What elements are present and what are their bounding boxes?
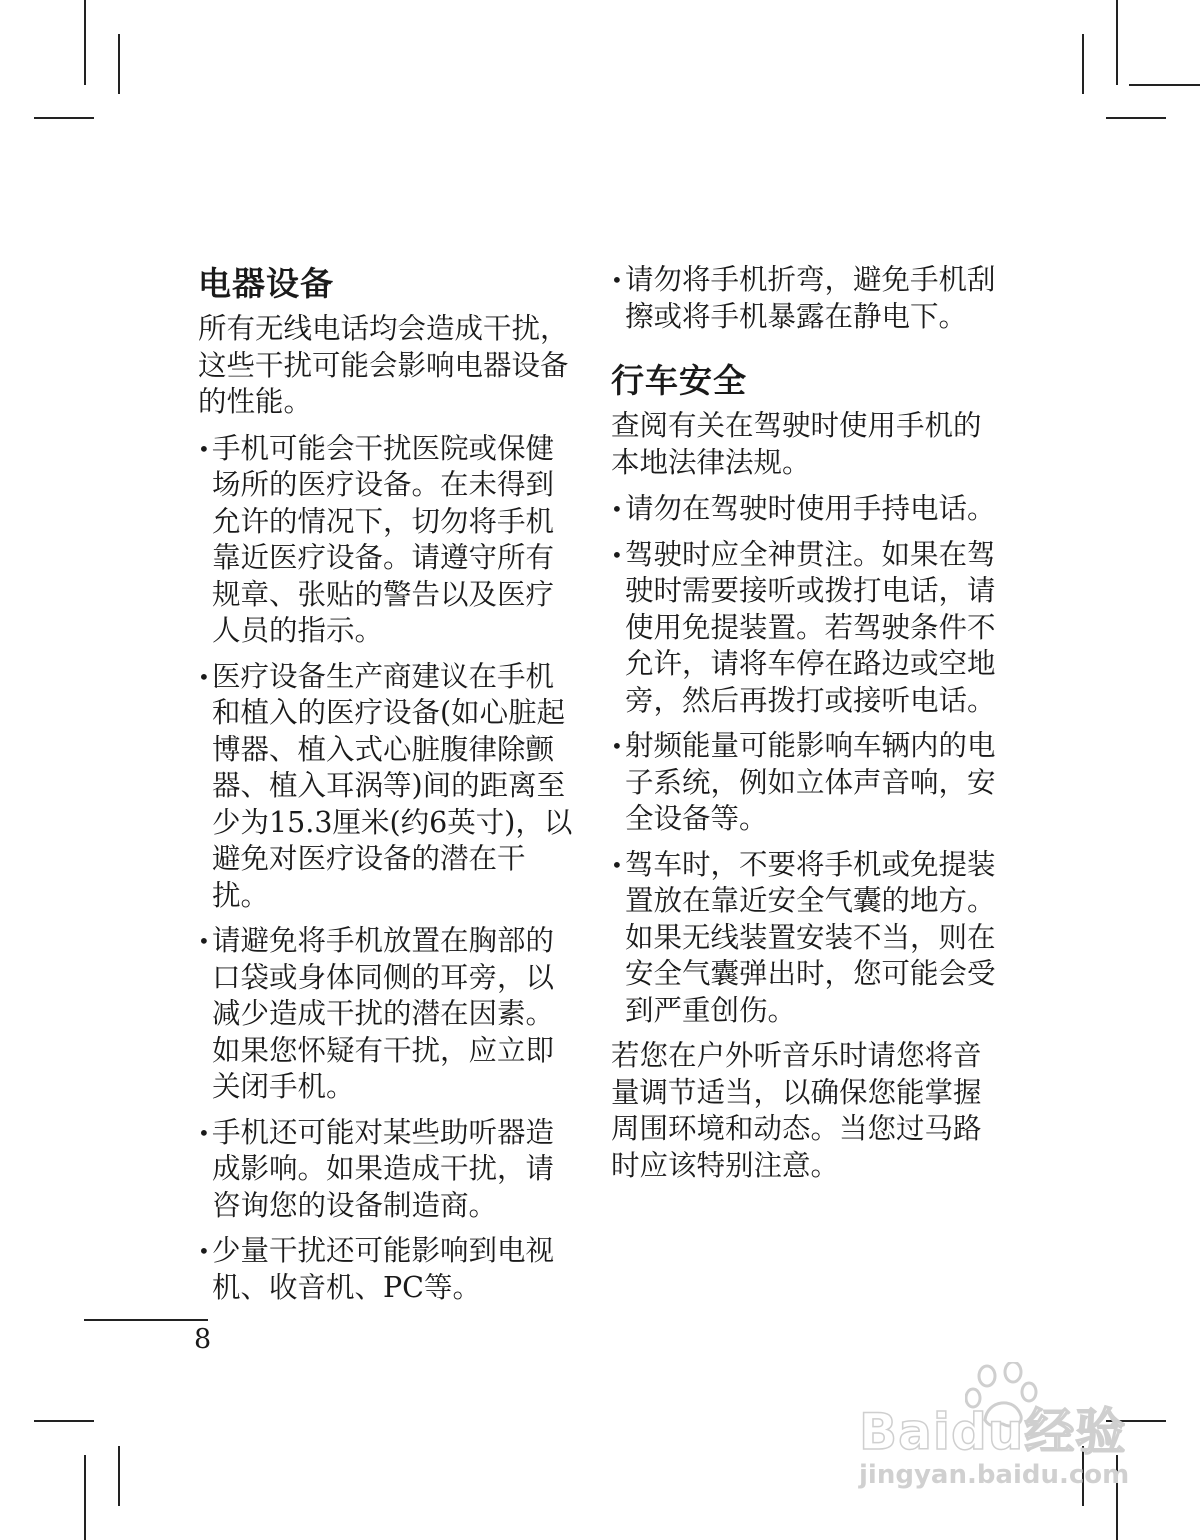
- list-item: [198, 1115, 580, 1225]
- list-item-text: 手机可能会干扰医院或保健场所的医疗设备。在未得到允许的情况下，切勿将手机靠近医疗设备。请遵守所有规章、张贴的警告以及医疗人员的指示。: [212, 431, 555, 647]
- list-item: [611, 728, 1003, 838]
- crop-mark-bottom-left-h: [34, 1420, 94, 1422]
- baidu-watermark: [855, 1362, 1155, 1492]
- page-number: 8: [194, 1324, 212, 1355]
- bullet-icon: •: [198, 1239, 210, 1263]
- list-item: [198, 431, 580, 650]
- bullet-icon: •: [198, 929, 210, 953]
- crop-mark-top-right-v1: [1116, 0, 1118, 85]
- crop-mark-top-left-v2: [118, 34, 120, 94]
- bullet-list-driving-safety: [611, 491, 1003, 1029]
- list-item: [611, 847, 1003, 1030]
- bullet-icon: •: [611, 497, 623, 521]
- section-intro-driving-safety: 查阅有关在驾驶时使用手机的本地法律法规。: [611, 409, 982, 479]
- bullet-icon: •: [198, 664, 210, 689]
- list-item-text: 请避免将手机放置在胸部的口袋或身体同侧的耳旁，以减少造成干扰的潜在因素。如果您怀疑有干扰，应立即关闭手机。: [212, 924, 555, 1103]
- footer-divider: [84, 1319, 208, 1321]
- list-item: [611, 491, 1003, 528]
- section-intro-electrical-equipment: 所有无线电话均会造成干扰，这些干扰可能会影响电器设备的性能。: [198, 312, 569, 418]
- list-item-text: 驾驶时应全神贯注。如果在驾驶时需要接听或拨打电话，请使用免提装置。若驾驶条件不允许，请将车停在路边或空地旁，然后再拨打或接听电话。: [625, 537, 996, 717]
- list-item: [198, 1233, 580, 1306]
- bullet-icon: •: [611, 734, 623, 758]
- list-item-text: 请勿在驾驶时使用手持电话。: [625, 492, 996, 525]
- list-item: [611, 537, 1003, 720]
- crop-mark-top-left-h: [34, 117, 94, 119]
- section-driving-safety: [611, 359, 1003, 1184]
- list-item-text: 医疗设备生产商建议在手机和植入的医疗设备(如心脏起博器、植入式心脏腹律除颤器、植入耳涡等)间的距离至少为15.3厘米(约6英寸)，以避免对医疗设备的潜在干扰。: [212, 659, 573, 912]
- bullet-icon: •: [611, 852, 623, 877]
- section-heading-electrical-equipment: 电器设备: [198, 264, 334, 303]
- crop-mark-top-right-v2: [1082, 34, 1084, 94]
- crop-mark-top-left-v1: [84, 0, 86, 85]
- section-heading-driving-safety: 行车安全: [611, 361, 747, 400]
- watermark-url-text: jingyan.baidu.com: [859, 1460, 1130, 1490]
- list-item-text: 少量干扰还可能影响到电视机、收音机、PC等。: [212, 1234, 555, 1304]
- bullet-icon: •: [198, 436, 210, 461]
- bullet-icon: •: [611, 542, 623, 567]
- crop-mark-bottom-left-v2: [118, 1446, 120, 1506]
- list-item-text: 请勿将手机折弯，避免手机刮擦或将手机暴露在静电下。: [625, 263, 996, 333]
- watermark-logo-text: Baidu经验: [859, 1403, 1127, 1461]
- bullet-icon: •: [198, 1120, 210, 1145]
- list-item: [611, 262, 1003, 335]
- list-item-text: 射频能量可能影响车辆内的电子系统，例如立体声音响，安全设备等。: [625, 729, 996, 835]
- left-column: [198, 262, 580, 1315]
- crop-mark-top-right-h: [1106, 117, 1166, 119]
- bullet-list-continued: [611, 262, 1003, 335]
- bullet-icon: •: [611, 268, 623, 292]
- crop-mark-bottom-left-v1: [84, 1455, 86, 1540]
- crop-mark-top-right-h2: [1129, 84, 1200, 86]
- right-column: [611, 262, 1003, 1194]
- closing-paragraph: 若您在户外听音乐时请您将音量调节适当，以确保您能掌握周围环境和动态。当您过马路时应该特别注意。: [611, 1039, 982, 1182]
- list-item-text: 驾车时，不要将手机或免提装置放在靠近安全气囊的地方。如果无线装置安装不当，则在安全气囊弹出时，您可能会受到严重创伤。: [625, 847, 996, 1027]
- bullet-list-electrical-equipment: [198, 431, 580, 1307]
- list-item: [198, 659, 580, 915]
- list-item-text: 手机还可能对某些助听器造成影响。如果造成干扰，请咨询您的设备制造商。: [212, 1115, 555, 1222]
- list-item: [198, 923, 580, 1106]
